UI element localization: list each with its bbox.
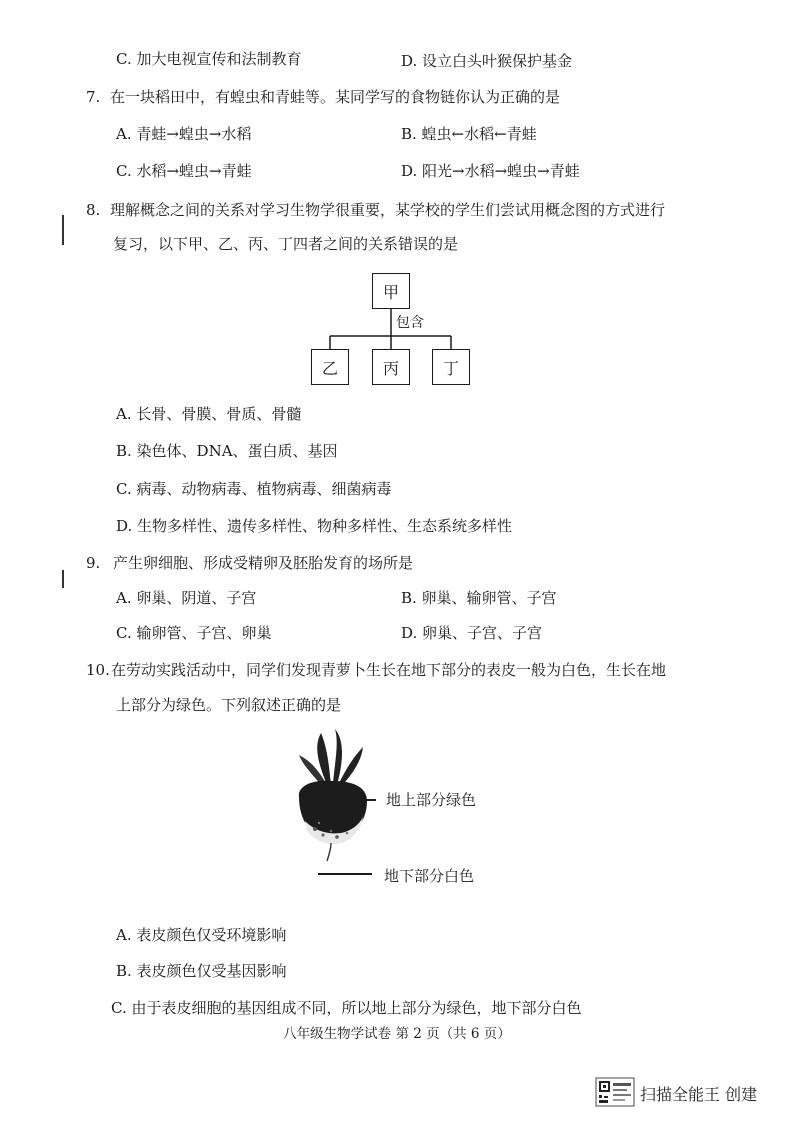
q7-option-d: D. 阳光→水稻→蝗虫→青蛙 (401, 162, 580, 180)
radish-illustration (285, 725, 385, 865)
box-ding: 丁 (432, 349, 470, 385)
q10-option-a: A. 表皮颜色仅受环境影响 (116, 926, 287, 944)
box-bing: 丙 (372, 349, 410, 385)
q10-number: 10. (86, 661, 110, 679)
q7-number: 7. (86, 88, 101, 106)
q8-option-b: B. 染色体、DNA、蛋白质、基因 (116, 442, 338, 460)
box-jia: 甲 (372, 273, 410, 309)
label-below-ground: 地下部分白色 (384, 867, 475, 885)
page-footer: 八年级生物学试卷 第 2 页（共 6 页） (283, 1026, 511, 1042)
q7-stem: 在一块稻田中，有蝗虫和青蛙等。某同学写的食物链你认为正确的是 (110, 88, 561, 106)
q9-number: 9. (86, 554, 101, 572)
q9-option-d: D. 卵巢、子宫、子宫 (401, 624, 543, 642)
q8-option-c: C. 病毒、动物病毒、植物病毒、细菌病毒 (116, 480, 392, 498)
q6-option-d: D. 设立白头叶猴保护基金 (401, 52, 573, 70)
q9-stem: 产生卵细胞、形成受精卵及胚胎发育的场所是 (113, 554, 414, 572)
leader-line-top (322, 799, 376, 801)
box-yi: 乙 (311, 349, 349, 385)
q8-stem-line2: 复习，以下甲、乙、丙、丁四者之间的关系错误的是 (113, 235, 459, 253)
q10-option-c: C. 由于表皮细胞的基因组成不同，所以地上部分为绿色，地下部分白色 (111, 999, 582, 1017)
leader-line-bottom (318, 873, 372, 875)
q7-option-a: A. 青蛙→蝗虫→水稻 (116, 125, 252, 143)
q8-option-a: A. 长骨、骨膜、骨质、骨髓 (116, 405, 302, 423)
q7-option-b: B. 蝗虫←水稻←青蛙 (401, 125, 537, 143)
relation-label: 包含 (396, 315, 424, 331)
q10-option-b: B. 表皮颜色仅受基因影响 (116, 962, 287, 980)
q10-stem-line2: 上部分为绿色。下列叙述正确的是 (116, 696, 342, 714)
q9-option-b: B. 卵巢、输卵管、子宫 (401, 589, 557, 607)
q7-option-c: C. 水稻→蝗虫→青蛙 (116, 162, 252, 180)
margin-mark (62, 570, 64, 588)
label-above-ground: 地上部分绿色 (386, 791, 477, 809)
q8-stem-line1: 理解概念之间的关系对学习生物学很重要，某学校的学生们尝试用概念图的方式进行 (110, 201, 666, 219)
q8-option-d: D. 生物多样性、遗传多样性、物种多样性、生态系统多样性 (116, 517, 513, 535)
q9-option-a: A. 卵巢、阴道、子宫 (116, 589, 257, 607)
diagram-connectors (300, 305, 480, 355)
q8-number: 8. (86, 201, 101, 219)
margin-mark (62, 215, 64, 245)
q9-option-c: C. 输卵管、子宫、卵巢 (116, 624, 272, 642)
q6-option-c: C. 加大电视宣传和法制教育 (116, 50, 302, 68)
scanner-watermark: 扫描全能王 创建 (640, 1085, 758, 1104)
q10-stem-line1: 在劳动实践活动中，同学们发现青萝卜生长在地下部分的表皮一般为白色，生长在地 (111, 661, 667, 679)
scanner-logo-icon (595, 1077, 635, 1107)
